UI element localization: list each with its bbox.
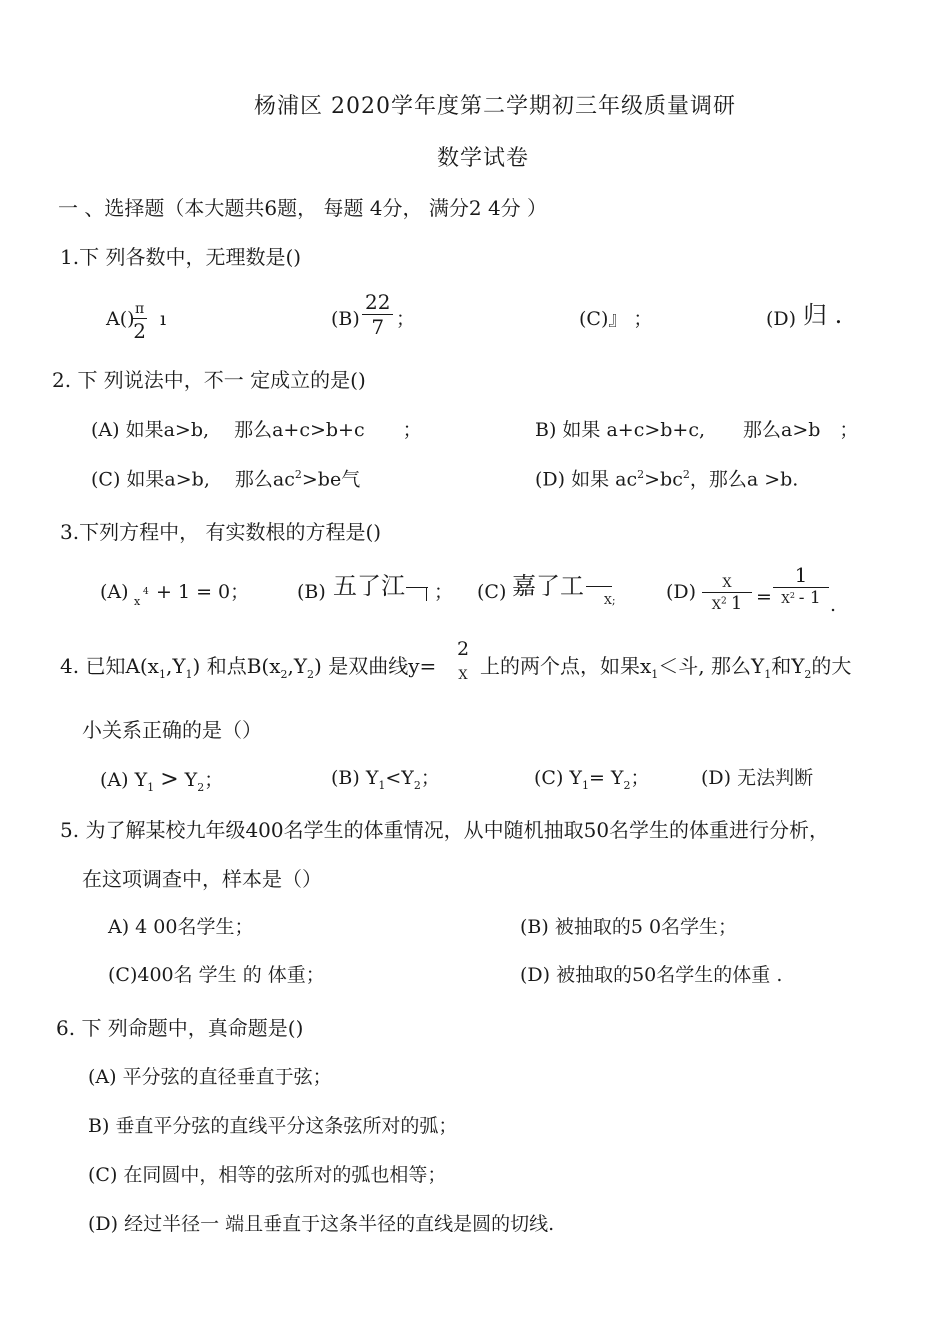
- q5-stem-line1: 5. 为了解某校九年级400名学生的体重情况，从中随机抽取50名学生的体重进行分析，: [60, 818, 830, 842]
- q3-option-d-denominator-1: [702, 593, 752, 613]
- q4-text-8: 和Y: [771, 654, 805, 678]
- q4-text-6: 上的两个点，如果x: [480, 654, 652, 678]
- q4-option-b-sub1: 1: [378, 778, 386, 792]
- q3-option-d-denominator-2-rest: - 1: [798, 588, 821, 608]
- q3-option-d-numerator-1: X: [702, 577, 752, 593]
- q4-fraction-numerator: 2: [457, 638, 470, 660]
- q4-option-c-op: = Y: [588, 767, 624, 789]
- section-heading: 一 、选择题（本大题共6题， 每题 4分， 满分2 4分 ）: [58, 196, 548, 220]
- q4-option-c-sub1: 1: [581, 778, 589, 792]
- q2-stem: 2. 下 列说法中，不一 定成立的是(): [52, 368, 366, 392]
- q4-option-d: (D) 无法判断: [701, 767, 814, 789]
- q2-option-b: B) 如果 a+c>b+c, 那么a>b ；: [535, 419, 859, 441]
- q4-sub-1: 1: [158, 668, 166, 681]
- q1-option-b-label: (B): [331, 308, 360, 330]
- q2-option-c: [91, 469, 360, 489]
- q3-option-b-bracket-top: [406, 587, 428, 588]
- q1-option-d-text: 归 .: [803, 301, 843, 329]
- q1-option-b-tail: ；: [396, 308, 416, 330]
- q4-option-b-pre: (B) Y: [331, 767, 379, 789]
- page-subtitle: 数学试卷: [437, 146, 530, 171]
- q6-option-b: B) 垂直平分弦的直线平分这条弦所对的弧；: [88, 1115, 458, 1137]
- q1-option-a-denominator: 2: [133, 319, 146, 343]
- q4-option-a-sub1: 1: [147, 780, 155, 794]
- q1-option-a-label: A(): [106, 308, 135, 330]
- q3-option-c-label: (C): [477, 581, 507, 603]
- q1-option-d-label: (D): [766, 308, 797, 330]
- q2-option-d: [535, 469, 798, 489]
- q4-option-b-sub2: 2: [413, 778, 421, 792]
- q3-option-b-bracket-side: [426, 587, 427, 601]
- q4-text-1: 4. 已知A(x: [60, 654, 159, 678]
- q2-option-a: (A) 如果a>b, 那么a+c>b+c ；: [91, 419, 422, 441]
- q4-option-c: [534, 769, 649, 791]
- q4-option-a-sub2: 2: [197, 780, 205, 794]
- q2-option-d-post: ，那么a >b.: [689, 468, 799, 491]
- q4-option-c-end: ；: [630, 767, 650, 789]
- q4-sub-5: 1: [651, 668, 659, 681]
- q5-option-c: (C)400名 学生 的 体重；: [108, 964, 325, 986]
- q3-option-a-exponent: 4: [143, 587, 149, 597]
- q4-sub-7: 2: [804, 668, 812, 681]
- q6-stem: 6. 下 列命题中，真命题是(): [56, 1016, 304, 1040]
- q5-option-b: (B) 被抽取的5 0名学生；: [520, 916, 738, 938]
- q3-option-d-numerator-2: 1: [773, 565, 829, 588]
- q4-option-a-end: ；: [204, 769, 224, 791]
- q4-text-5: ) 是双曲线y=: [314, 654, 437, 678]
- q3-option-d-denominator-1-one: 1: [730, 593, 743, 614]
- q4-option-b-end: ；: [420, 767, 440, 789]
- q3-option-a-label: (A): [100, 581, 129, 603]
- q3-option-d-fraction-1: [702, 577, 752, 613]
- q3-option-c-bar: [586, 586, 612, 587]
- q4-option-c-pre: (C) Y: [534, 767, 582, 789]
- q3-option-d-denominator-2-x: X: [781, 592, 790, 606]
- q4-stem-line2: 小关系正确的是（）: [82, 718, 262, 742]
- q4-option-b: [331, 769, 440, 791]
- q2-option-c-post: >be气: [301, 468, 361, 491]
- q4-option-a-y: Y: [184, 769, 198, 791]
- q3-option-d-denominator-2: [773, 588, 829, 607]
- q1-option-b-denominator: 7: [371, 315, 385, 339]
- q3-option-d-label: (D): [666, 581, 697, 603]
- q2-option-d-sup2: 2: [682, 468, 690, 481]
- q3-option-d-denominator-2-exp: 2: [789, 591, 795, 600]
- q3-option-a-rest: + 1 = 0；: [156, 581, 250, 603]
- q4-option-c-sub2: 2: [623, 778, 631, 792]
- q3-option-d-end: .: [830, 594, 837, 616]
- q3-option-a-x: x: [134, 595, 141, 608]
- q2-option-c-pre: (C) 如果a>b, 那么ac: [91, 468, 295, 491]
- q4-option-a-op: >: [160, 767, 179, 792]
- q3-option-d-denominator-1-x: X: [711, 598, 721, 613]
- q4-text-9: 的大: [811, 654, 852, 678]
- q5-option-d: (D) 被抽取的50名学生的体重 .: [520, 964, 783, 986]
- q4-sub-6: 1: [764, 668, 772, 681]
- q2-option-d-pre: (D) 如果 ac: [535, 468, 638, 491]
- q4-text-7: ＜斗, 那么Y: [658, 654, 765, 678]
- q4-stem-line1-cont: [480, 656, 851, 680]
- q4-fraction-denominator: X: [458, 668, 468, 683]
- q1-option-c: (C)』 ；: [579, 308, 653, 330]
- q6-option-d: (D) 经过半径一 端且垂直于这条半径的直线是圆的切线.: [88, 1213, 555, 1235]
- q1-option-a-mark: ı: [160, 308, 167, 330]
- q5-option-a: A) 4 00名学生；: [108, 916, 254, 938]
- q4-hyperbola-fraction: [454, 640, 472, 682]
- q1-option-b-numerator: 22: [362, 292, 393, 315]
- q3-option-d-fraction-2: [773, 565, 829, 607]
- q4-text-3: ) 和点B(x: [192, 654, 281, 678]
- q4-sub-4: 2: [307, 668, 315, 681]
- q4-option-b-op: <Y: [385, 767, 414, 789]
- q1-option-b-fraction: [362, 292, 393, 337]
- q4-stem-line1: [60, 656, 436, 680]
- q5-stem-line2: 在这项调查中，样本是（）: [82, 867, 322, 891]
- q3-option-d-equals: =: [756, 586, 772, 608]
- q3-option-d-denominator-1-exp: 2: [720, 596, 727, 607]
- q4-option-a: [100, 769, 223, 793]
- q6-option-c: (C) 在同圆中，相等的弦所对的弧也相等；: [88, 1164, 447, 1186]
- q2-option-d-sup1: 2: [637, 468, 645, 481]
- q1-option-a-numerator: π: [132, 302, 147, 319]
- q4-option-a-pre: (A) Y: [100, 769, 148, 791]
- q3-option-c-text: 嘉了工: [512, 572, 584, 600]
- q4-sub-2: 1: [185, 668, 193, 681]
- q4-text-4: ,Y: [287, 654, 308, 678]
- q1-stem: 1.下 列各数中，无理数是(): [60, 245, 302, 269]
- q1-option-a-fraction: [132, 302, 147, 341]
- q6-option-a: (A) 平分弦的直径垂直于弦；: [88, 1066, 332, 1088]
- page-title: 杨浦区 2020学年度第二学期初三年级质量调研: [254, 94, 736, 119]
- q3-option-c-sub: X;: [604, 594, 616, 607]
- q3-option-b-tail: ；: [434, 581, 454, 603]
- q2-option-d-mid: >bc: [644, 468, 683, 491]
- q2-option-c-sup: 2: [294, 468, 302, 481]
- q4-text-2: ,Y: [165, 654, 186, 678]
- q3-stem: 3.下列方程中， 有实数根的方程是(): [60, 520, 382, 544]
- q3-option-b-text: 五了江: [333, 572, 405, 600]
- q3-option-b-label: (B): [297, 581, 326, 603]
- q4-sub-3: 2: [280, 668, 288, 681]
